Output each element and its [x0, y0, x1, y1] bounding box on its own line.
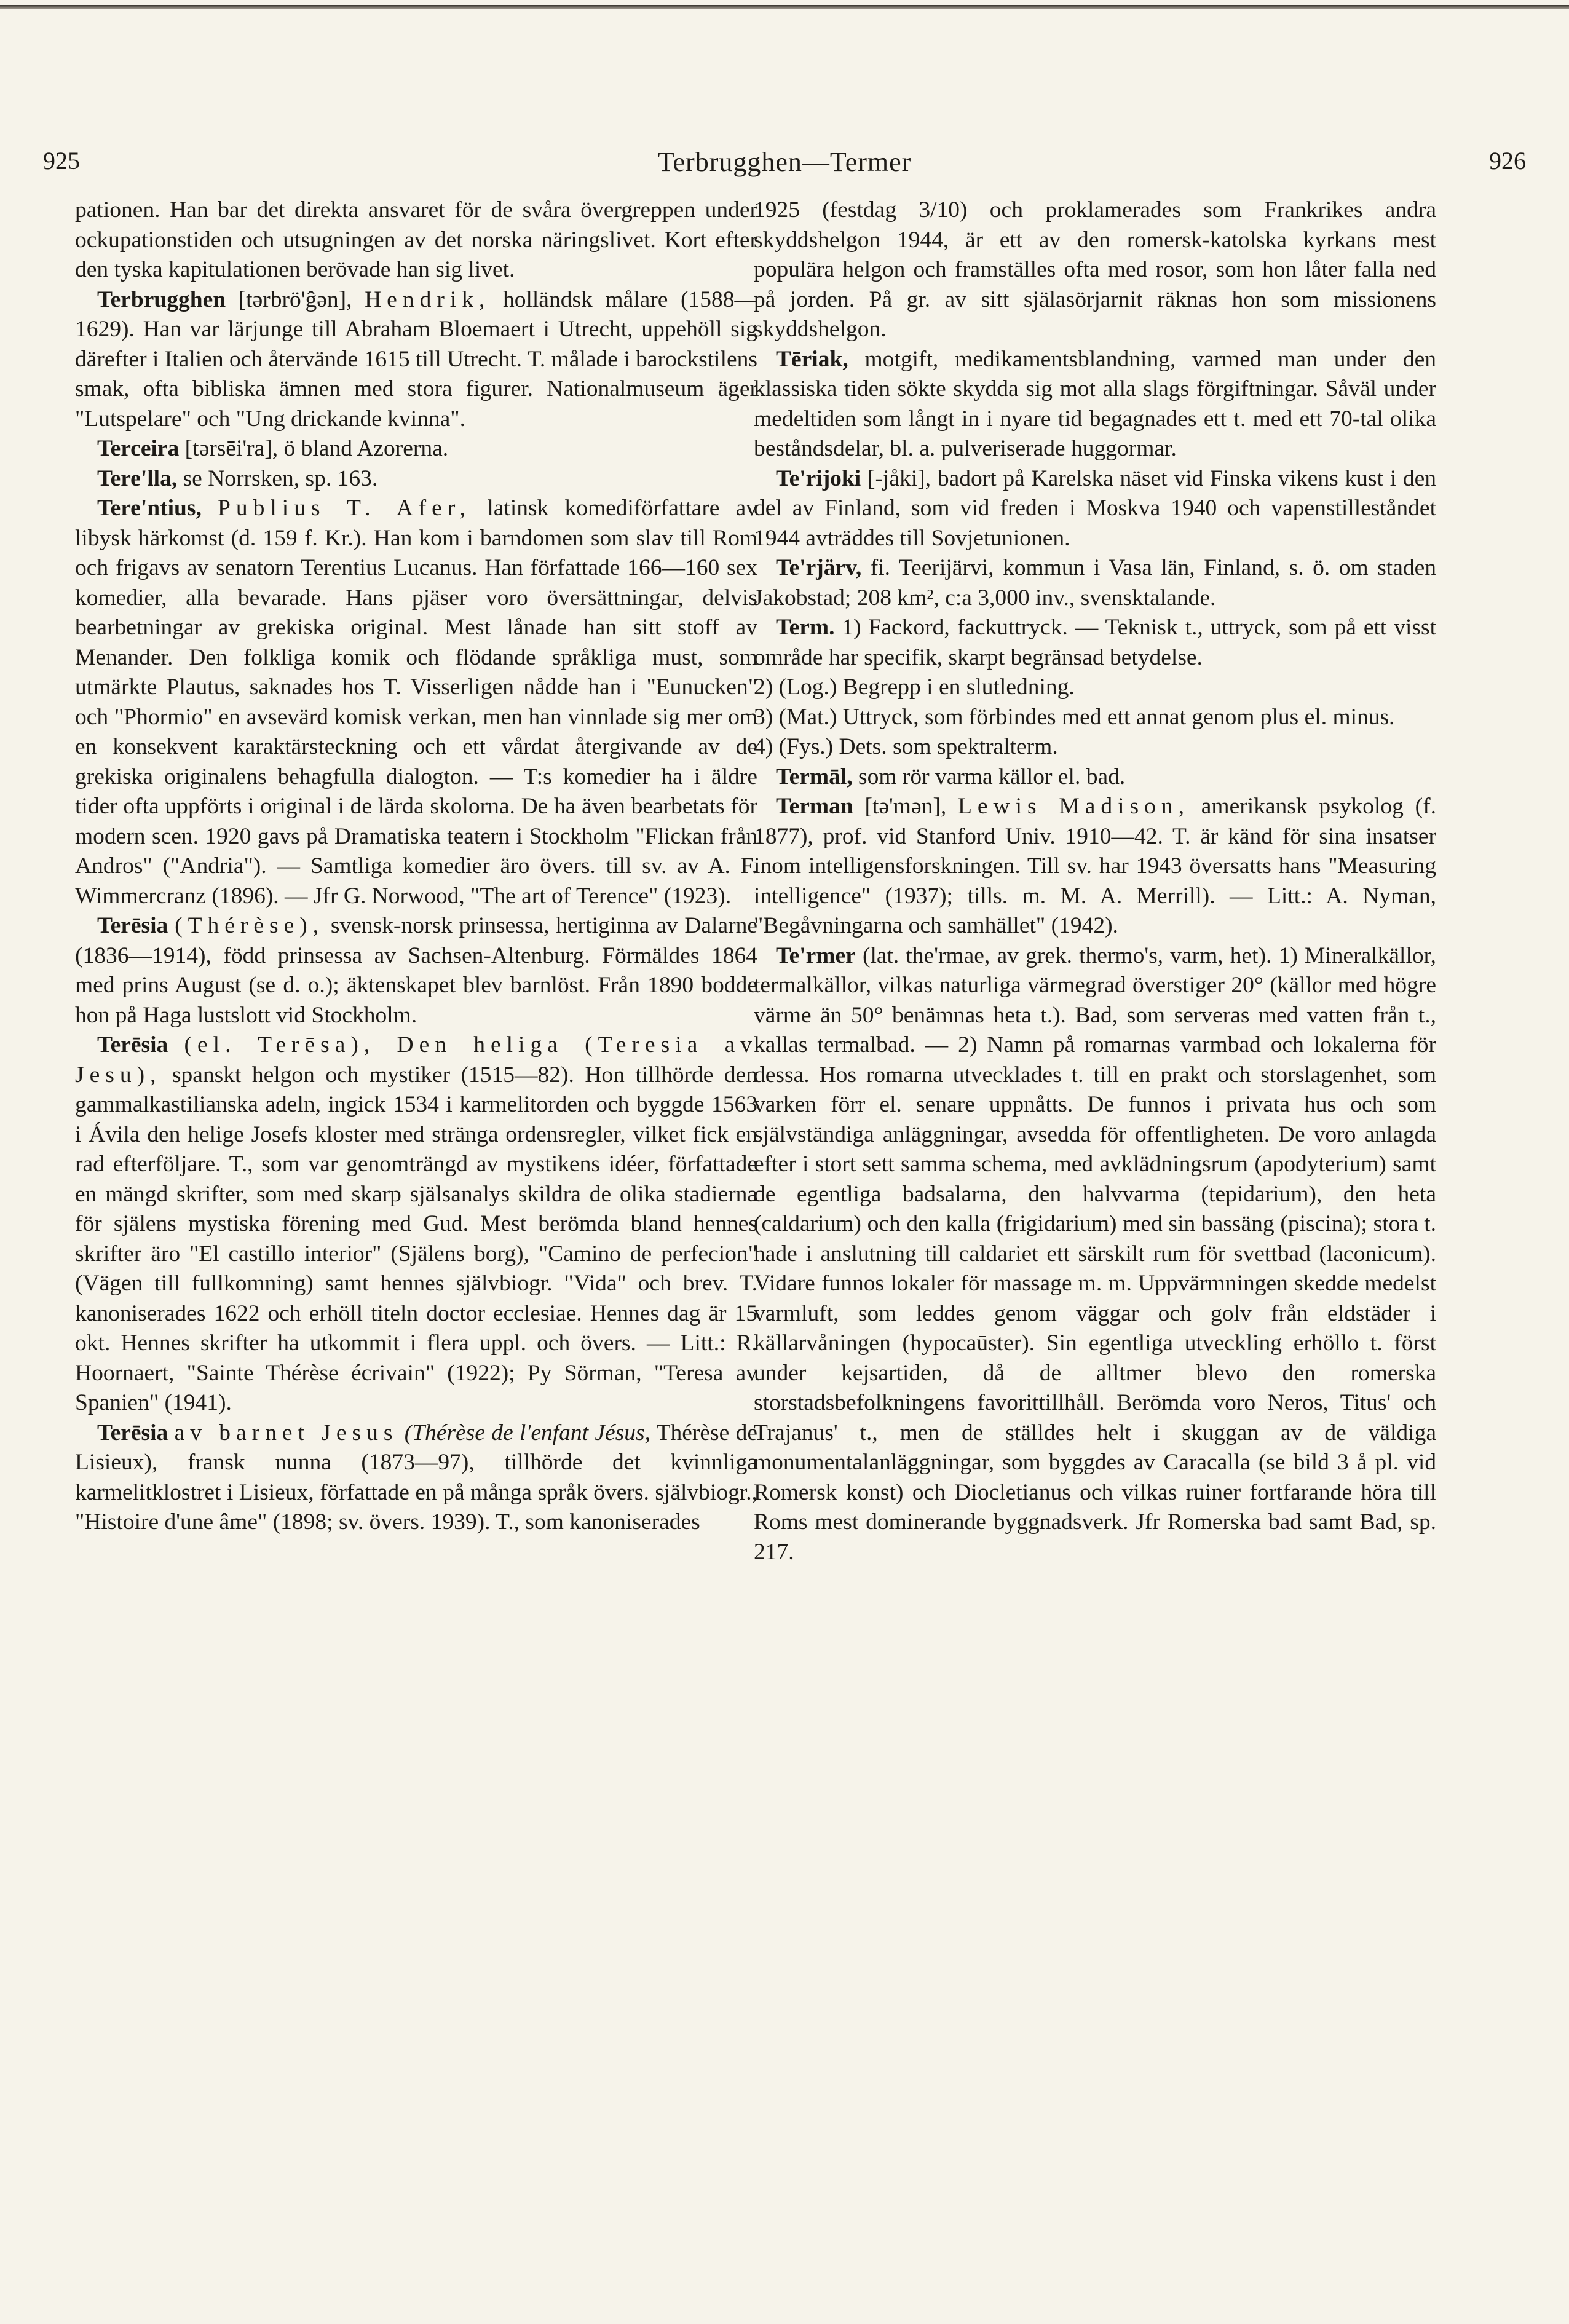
entry-text: 1925 (festdag 3/10) och proklamerades som Frankrikes andra skyddshelgon 1944, är ett av den romersk-katolska kyrkans mest populära helgon och framställes ofta med rosor, som hon låter falla ned på jorden. På gr. av sitt själasörjarnit räknas hon som missionens skyddshelgon.	[754, 197, 1436, 342]
entry-text: fi. Teerijärvi, kommun i Vasa län, Finland, s. ö. om staden Jakobstad; 208 km², c:a 3,000 inv., svensktalande.	[754, 555, 1436, 611]
entry-text: 2) (Log.) Begrepp i en slutledning.	[754, 674, 1075, 700]
entry-text: (lat. the'rmae, av grek. thermo's, varm, het). 1) Mineralkällor, termalkällor, vilkas naturliga värmegrad överstiger 20° (källor med högre värme än 50° benämnas heta t.). Bad, som serveras med vatten från t., kallas termalbad. — 2) Namn på romarnas varmbad och lokalerna för dessa. Hos romarna utvecklades t. till en prakt och storslagenhet, som varken förr el. senare uppnåtts. De funnos i privata hus och som självständiga anläggningar, avsedda för offentligheten. De voro anlagda efter i stort sett samma schema, med avklädningsrum (apodyterium) samt de egentliga badsalarna, den halvvarma (tepidarium), den heta (caldarium) och den kalla (frigidarium) med sin bassäng (piscina); stora t. hade i anslutning till caldariet ett särskilt rum för svettbad (laconicum). Vidare funnos lokaler för massage m. m. Uppvärmningen skedde medelst varmluft, som leddes genom väggar och golv från eldstäder i källarvåningen (hypocaūster). Sin egentliga utveckling erhöllo t. först under kejsartiden, då de alltmer blevo den romerska storstadsbefolkningens favorittillhåll. Berömda voro Neros, Titus' och Trajanus' t., men de ställdes helt i skuggan av de väldiga monumentalanläggningar, som byggdes av Caracalla (se bild 3 å pl. vid Romersk konst) och Diocletianus och vilkas ruiner fortfarande höra till Roms mest dominerande byggnadsverk. Jfr Romerska bad samt Bad, sp. 217.	[754, 943, 1436, 1565]
entry-text: pationen. Han bar det direkta ansvaret för de svåra övergreppen under ockupationstiden och utsugningen av det norska näringslivet. Kort efter den tyska kapitulationen berövade han sig livet.	[75, 197, 757, 282]
entry-headword: Term.	[776, 615, 835, 640]
entry-text: latinsk komediförfattare av libysk härkomst (d. 159 f. Kr.). Han kom i barndomen som slav till Rom och frigavs av senatorn Terentius Lucanus. Han författade 166—160 sex komedier, alla bevarade. Hans pjäser voro översättningar, delvis bearbetningar av grekiska original. Mest lånade han sitt stoff av Menander. Den folkliga komik och flödande språkliga must, som utmärkte Plautus, saknades hos T. Visserligen nådde han i "Eunucken" och "Phormio" en avsevärd komisk verkan, men han vinnlade sig mer om en konsekvent karaktärsteckning och ett vårdat återgivande av de grekiska originalens behagfulla dialogton. — T:s komedier ha i äldre tider ofta uppförts i original i de lärda skolorna. De ha även bearbetats för modern scen. 1920 gavs på Dramatiska teatern i Stockholm "Flickan från Andros" ("Andria"). — Samtliga komedier äro övers. till sv. av A. F. Wimmercranz (1896). — Jfr G. Norwood, "The art of Terence" (1923).	[75, 496, 757, 909]
entry-headword: Terēsia	[97, 913, 168, 938]
dictionary-entry	[754, 673, 1436, 703]
dictionary-entry	[754, 792, 1436, 941]
dictionary-entry	[754, 941, 1436, 1568]
dictionary-entry	[75, 1418, 757, 1538]
entry-headword: Terman	[776, 794, 853, 819]
entry-text: Thérèse de Lisieux), fransk nunna (1873—97), tillhörde det kvinnliga karmelitklostret i Lisieux, författade en på många språk övers. självbiogr., "Histoire d'une âme" (1898; sv. övers. 1939). T., som kanoniserades	[75, 1420, 757, 1535]
entry-text: 3) (Mat.) Uttryck, som förbindes med ett annat genom plus el. minus.	[754, 704, 1395, 730]
dictionary-entry	[75, 911, 757, 1030]
dictionary-entry	[754, 732, 1436, 762]
entry-pronunciation: [tərsēi'ra],	[184, 436, 279, 461]
dictionary-entry	[754, 345, 1436, 464]
dictionary-entry	[754, 553, 1436, 613]
entry-headword: Tēriak,	[776, 346, 848, 372]
entry-headword: Te'rmer	[776, 943, 856, 968]
entry-pronunciation: [-jåki],	[867, 465, 931, 491]
dictionary-entry	[754, 613, 1436, 673]
dictionary-entry	[754, 464, 1436, 554]
dictionary-entry	[75, 1030, 757, 1418]
entry-text: ö bland Azorerna.	[283, 436, 449, 461]
entry-headword: Tere'ntius,	[97, 496, 202, 521]
entry-text: amerikansk psykolog (f. 1877), prof. vid Stanford Univ. 1910—42. T. är känd för sina insatser inom intelligensforskningen. Till sv. har 1943 översatts hans "Measuring intelligence" (1937); tills. m. M. A. Merrill). — Litt.: A. Nyman, "Begåvningarna och samhället" (1942).	[754, 794, 1436, 938]
entry-text: holländsk målare (1588—1629). Han var lärjunge till Abraham Bloemaert i Utrecht, uppehöll sig därefter i Italien och återvände 1615 till Utrecht. T. målade i barockstilens smak, ofta bibliska ämnen med stora figurer. Nationalmuseum äger "Lutspelare" och "Ung drickande kvinna".	[75, 287, 757, 432]
entry-name: av barnet Jesus	[174, 1420, 398, 1445]
entry-headword: Terceira	[97, 436, 180, 461]
entry-text: motgift, medikamentsblandning, varmed man under den klassiska tiden sökte skydda sig mot alla slags förgiftningar. Såväl under medeltiden som långt in i nyare tid begagnades ett t. med ett 70-tal olika beståndsdelar, bl. a. pulveriserade huggormar.	[754, 346, 1436, 461]
dictionary-entry	[754, 196, 1436, 345]
dictionary-entry	[75, 464, 757, 494]
entry-name: Publius T. Afer,	[218, 496, 472, 521]
entry-name: (Thérèse),	[175, 913, 325, 938]
running-title: Terbrugghen—Termer	[657, 147, 912, 177]
dictionary-entry	[75, 196, 757, 285]
entry-text: spanskt helgon och mystiker (1515—82). Hon tillhörde den gammalkastilianska adeln, ingick 1534 i karmelitorden och byggde 1563 i Ávila den helige Josefs kloster med stränga ordensregler, vilket fick en rad efterföljare. T., som var genomträngd av mystikens idéer, författade en mängd skrifter, som med skarp själsanalys skildra de olika stadierna för själens mystiska förening med Gud. Mest berömda bland hennes skrifter äro "El castillo interior" (Själens borg), "Camino de perfecion" (Vägen till fullkomning) samt hennes självbiogr. "Vida" och brev. T. kanoniserades 1622 och erhöll titeln doctor ecclesiae. Hennes dag är 15 okt. Hennes skrifter ha utkommit i flera uppl. och övers. — Litt.: R. Hoornaert, "Sainte Thérèse écrivain" (1922); Py Sörman, "Teresa av Spanien" (1941).	[75, 1062, 757, 1415]
top-edge-rule	[0, 5, 1569, 9]
entry-italic: (Thérèse de l'enfant Jésus,	[404, 1420, 650, 1445]
entry-text: 4) (Fys.) Dets. som spektralterm.	[754, 734, 1058, 759]
right-column	[754, 196, 1436, 2274]
entry-name: Hendrik,	[365, 287, 491, 312]
entry-name: (el. Terēsa), Den heliga (Teresia av Jesu),	[75, 1032, 757, 1088]
entry-pronunciation: [tə'mən],	[864, 794, 947, 819]
entry-headword: Terēsia	[97, 1032, 168, 1057]
right-page-number: 926	[1489, 147, 1526, 175]
entry-headword: Termāl,	[776, 764, 853, 789]
dictionary-entry	[754, 762, 1436, 792]
entry-headword: Te'rijoki	[776, 465, 861, 491]
entry-text: 1) Fackord, fackuttryck. — Teknisk t., uttryck, som på ett visst område har specifik, skarpt begränsad betydelse.	[754, 615, 1436, 670]
entry-text: badort på Karelska näset vid Finska vikens kust i den del av Finland, som vid freden i Moskva 1940 och vapenstilleståndet 1944 avträddes till Sovjetunionen.	[754, 465, 1436, 551]
dictionary-entry	[75, 434, 757, 464]
page-header	[43, 146, 1526, 183]
entry-name: Lewis Madison,	[957, 794, 1190, 819]
dictionary-entry	[754, 703, 1436, 733]
left-column	[75, 196, 757, 2274]
entry-headword: Tere'lla,	[97, 465, 178, 491]
entry-text: svensk-norsk prinsessa, hertiginna av Dalarne (1836—1914), född prinsessa av Sachsen-Altenburg. Förmäldes 1864 med prins August (se d. o.); äktenskapet blev barnlöst. Från 1890 bodde hon på Haga lustslott vid Stockholm.	[75, 913, 757, 1028]
left-page-number: 925	[43, 147, 80, 175]
dictionary-entry	[75, 285, 757, 435]
entry-headword: Terēsia	[97, 1420, 168, 1445]
entry-pronunciation: [tərbrö'ĝən],	[238, 287, 352, 312]
dictionary-entry	[75, 494, 757, 911]
entry-text: som rör varma källor el. bad.	[858, 764, 1126, 789]
entry-text: se Norrsken, sp. 163.	[183, 465, 378, 491]
entry-headword: Te'rjärv,	[776, 555, 862, 580]
entry-headword: Terbrugghen	[97, 287, 226, 312]
